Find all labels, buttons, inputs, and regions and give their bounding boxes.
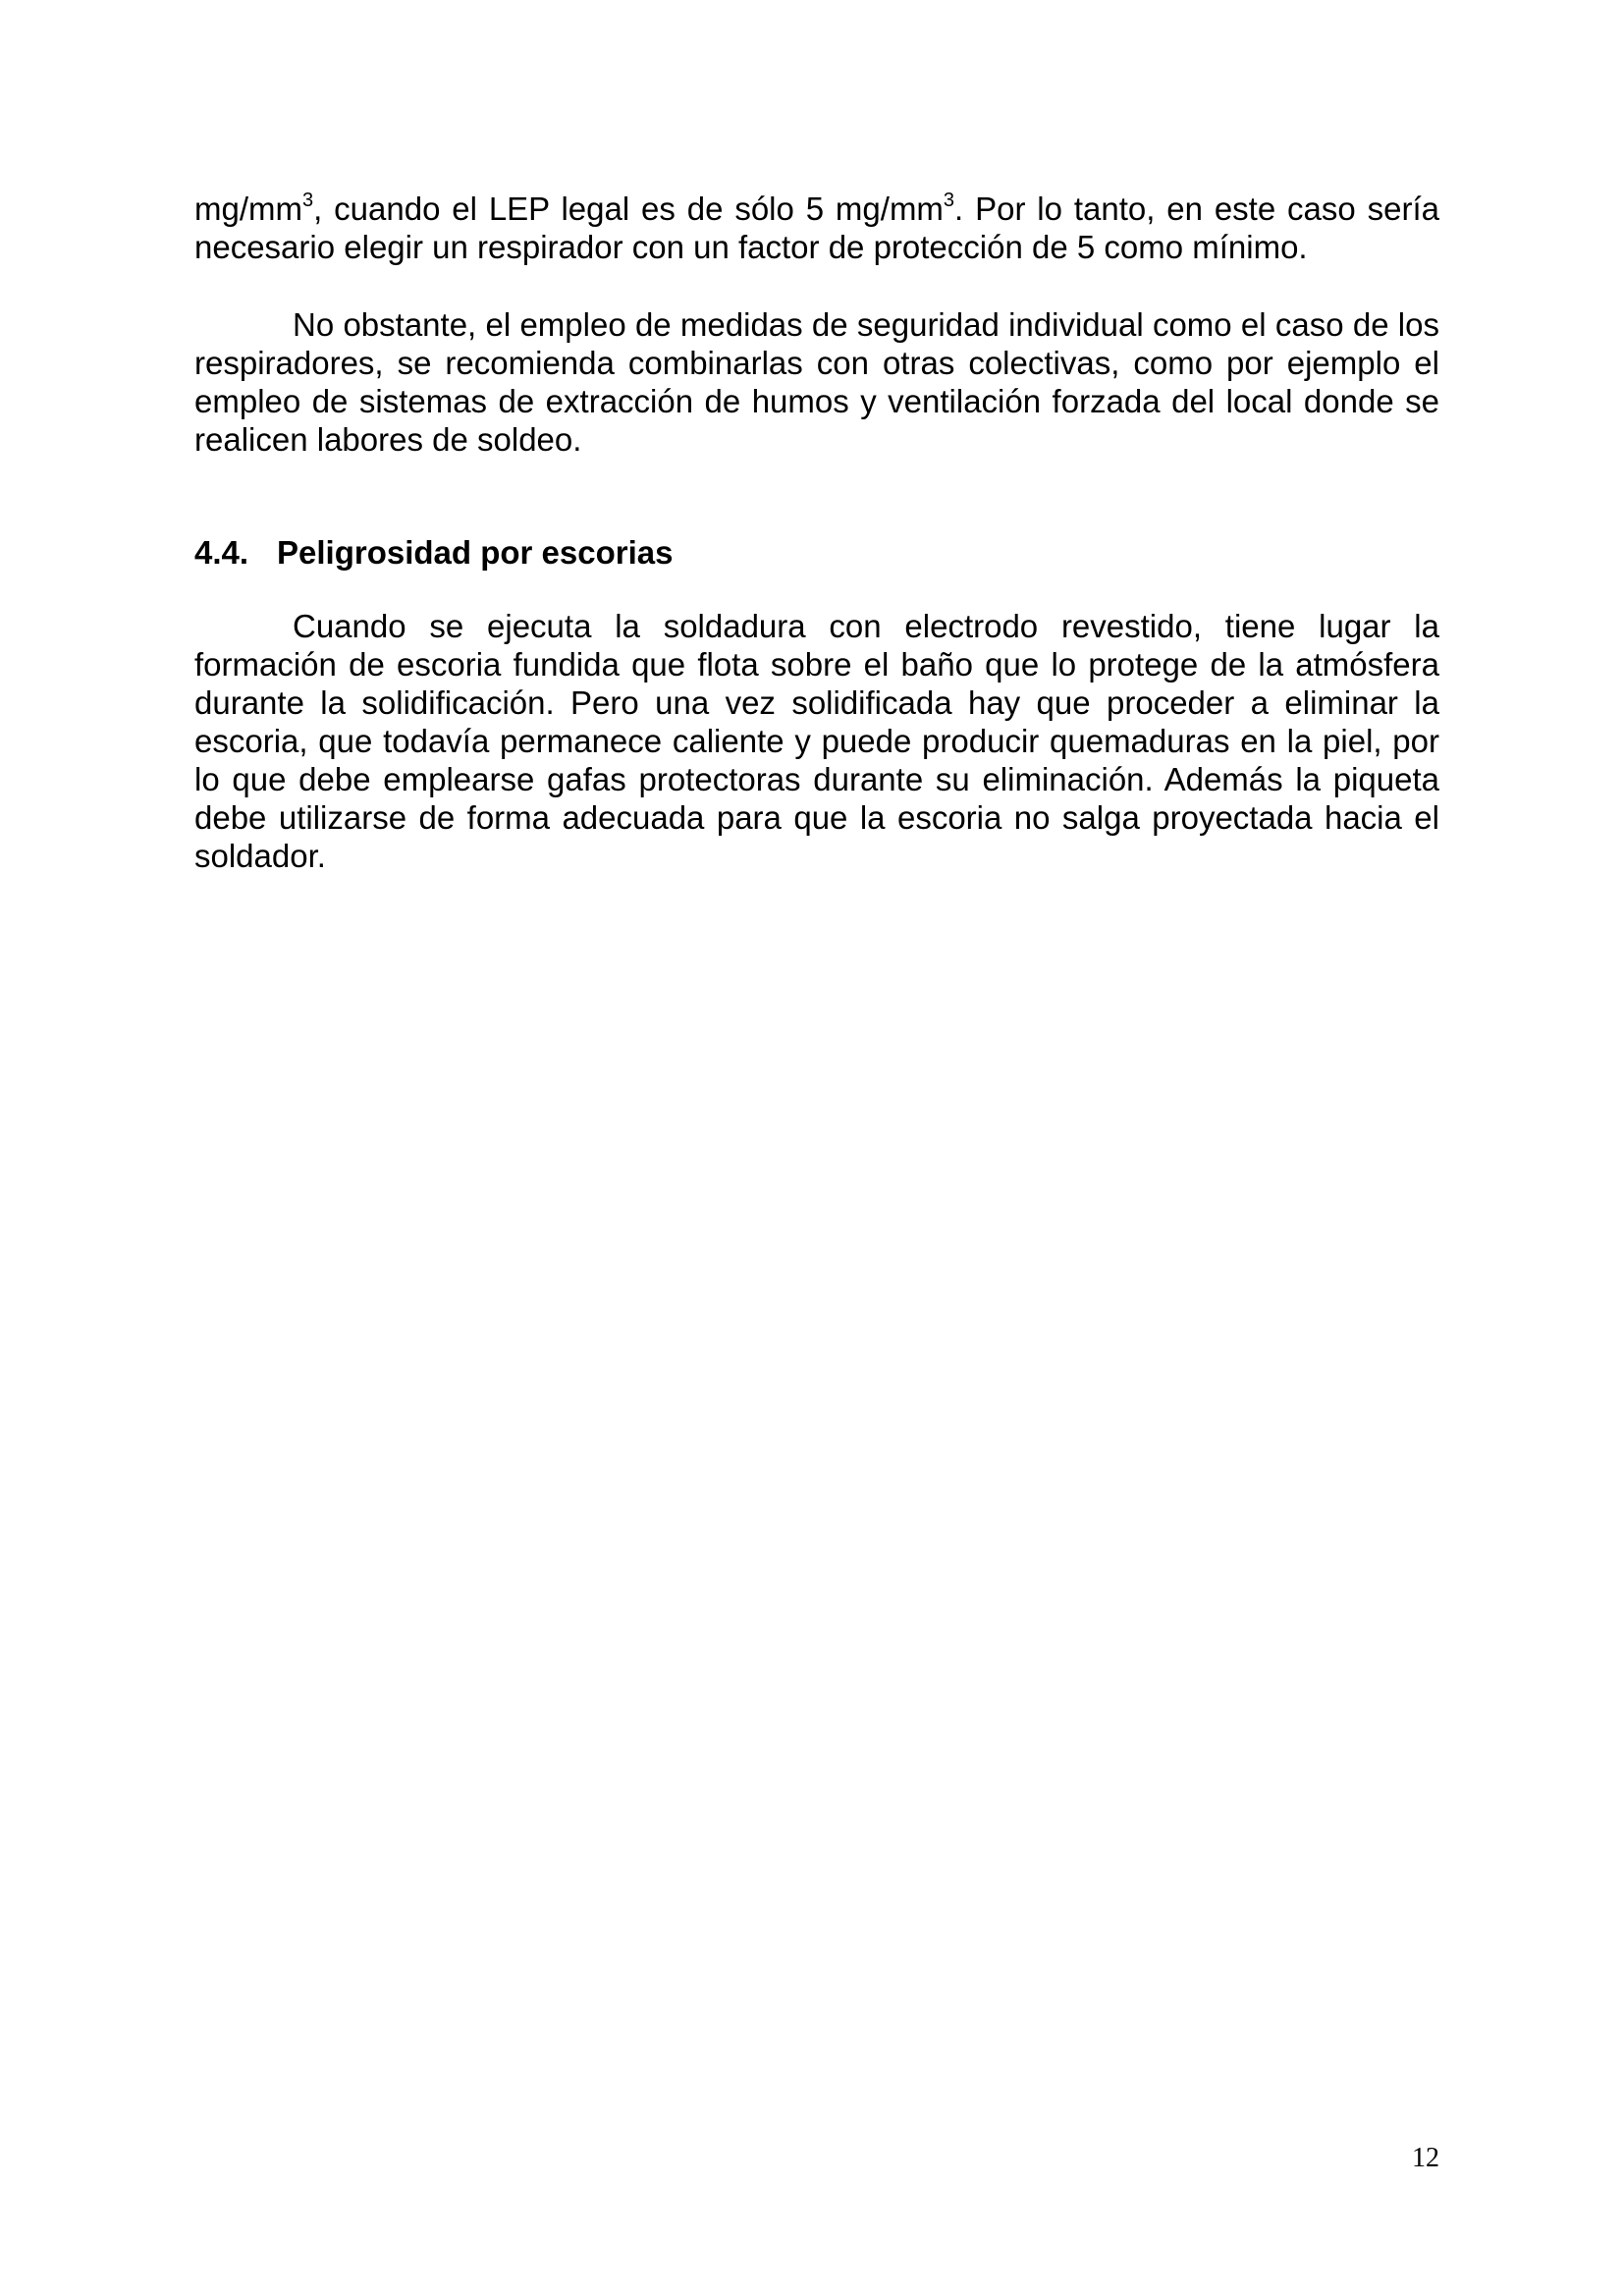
superscript-cubed: 3	[302, 190, 314, 211]
paragraph-1-text-a: mg/mm	[194, 191, 302, 227]
superscript-cubed: 3	[943, 190, 955, 211]
paragraph-slag-hazard: Cuando se ejecuta la soldadura con electrodo revestido, tiene lugar la formación de escoria fundida que flota sobre el baño que lo protege de la atmósfera durante la solidificación. Pero una vez solidificada hay que proceder a eliminar la escoria, que todavía permanece caliente y puede producir quemaduras en la piel, por lo que debe emplearse gafas protectoras durante su eliminación. Además la piqueta debe utilizarse de forma adecuada para que la escoria no salga proyectada hacia el soldador.	[194, 608, 1439, 874]
paragraph-collective-measures: No obstante, el empleo de medidas de seguridad individual como el caso de los respiradores, se recomienda combinarlas con otras colectivas, como por ejemplo el empleo de sistemas de extracción de humos y ventilación forzada del local donde se realicen labores de soldeo.	[194, 306, 1439, 458]
page-number: 12	[1412, 2143, 1439, 2173]
section-number: 4.4.	[194, 534, 249, 571]
section-heading	[194, 533, 673, 573]
section-title: Peligrosidad por escorias	[277, 534, 674, 571]
paragraph-1-text-c: . Por lo tanto, en este caso sería necesario elegir un respirador con un factor de protección de 5 como mínimo.	[194, 191, 1439, 265]
paragraph-1-text-b: , cuando el LEP legal es de sólo 5 mg/mm	[313, 191, 944, 227]
paragraph-respirator-factor	[194, 190, 1439, 266]
